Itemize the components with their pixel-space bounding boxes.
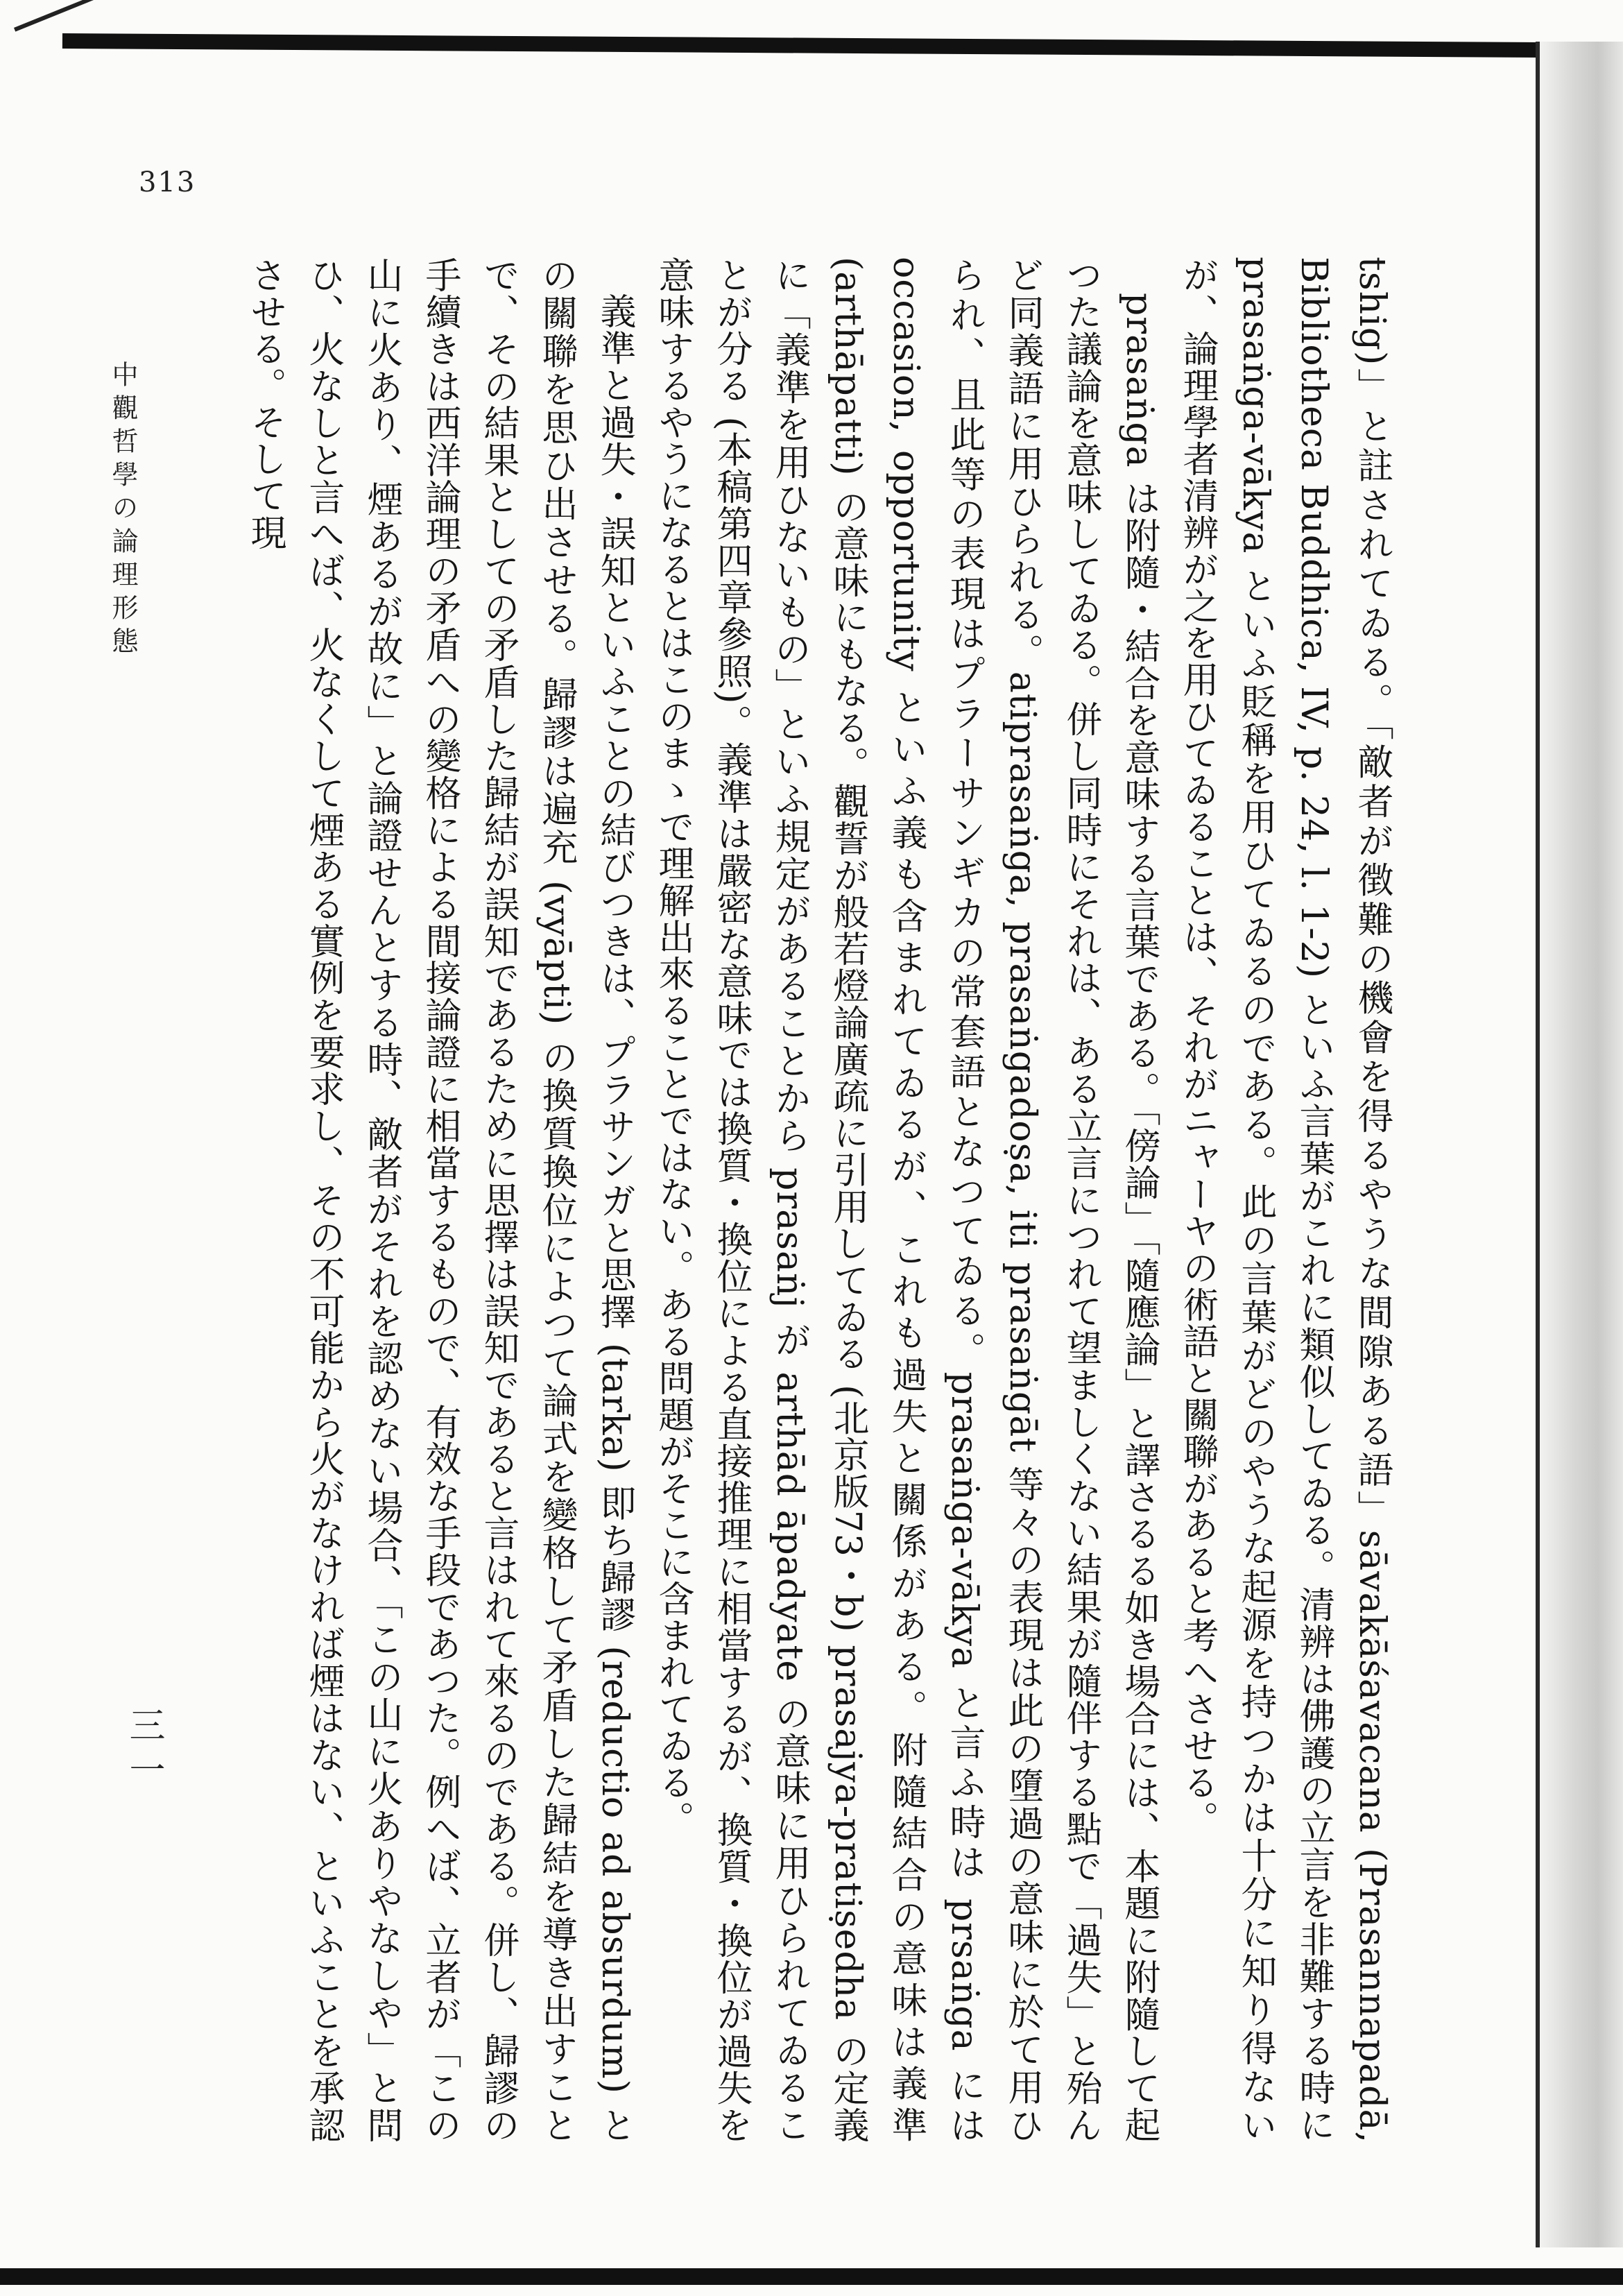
scan-top-border (62, 33, 1623, 58)
paragraph-2: prasaṅga は附隨・結合を意味する言葉である。「傍論」「隨應論」と譯さるる如き場合には、本題に附隨して起つた議論を意味してゐる。併し同時にそれは、ある立言につれて望ましくない結果が隨伴する點で「過失」と殆んど同義語に用ひられる。atiprasaṅga, prasaṅgadoṣa, iti prasaṅgāt 等々の表現は此の墮過の意味に於て用ひられ、且此等の表現はプラーサンギカの常套語となつてゐる。prasaṅga-vākya と言ふ時は prsaṅga には occasion, opportunity といふ義も含まれてゐるが、これも過失と關係がある。附隨結合の意味は義準 (arthāpatti) の意味にもなる。觀誓が般若燈論廣疏に引用してゐる (北京版73・b) prasajya-pratiṣedha の定義に「義準を用ひないもの」といふ規定があることから prasaṅj が arthād āpadyate の意味に用ひられてゐることが分る (本稿第四章參照)。義準は嚴密な意味では換質・換位による直接推理に相當するが、換質・換位が過失を意味するやうになるとはこのまゝで理解出來ることではない。ある問題がそこに含まれてゐる。 (652, 257, 1160, 2143)
scan-right-edge (1536, 42, 1623, 2247)
page-number: 313 (139, 166, 196, 198)
folio-number: 三一 (123, 1706, 164, 1795)
body-text (166, 257, 1401, 2143)
scan-bottom-border (0, 2268, 1623, 2285)
scan-corner-mark (14, 0, 105, 32)
running-title: 中觀哲學の論理形態 (108, 361, 138, 660)
paragraph-1: tshig)」と註されてゐる。「敵者が徴難の機會を得るやうな間隙ある語」sāvakāśavacana (Prasannapadā, Bibliotheca Buddhica, IV, p. 24, l. 1-2) といふ言葉がこれに類似してゐる。清辨は佛護の立言を非難する時に prasaṅga-vākya といふ貶稱を用ひてゐるのである。此の言葉がどのやうな起源を持つかは十分に知り得ないが、論理學者清辨が之を用ひてゐることは、それがニャーヤの術語と關聯があると考へさせる。 (1176, 257, 1393, 2143)
paragraph-3: 義準と過失・誤知といふことの結びつきは、プラサンガと思擇 (tarka) 即ち歸謬 (reductio ad absurdum) との關聯を思ひ出させる。歸謬は遍充 (vyāpti) の換質換位によつて論式を變格して矛盾した歸結を導き出すことで、その結果としての矛盾した歸結が誤知であるために思擇は誤知であると言はれて來るのである。併し、歸謬の手續きは西洋論理の矛盾への變格による間接論證に相當するもので、有效な手段であつた。例へば、立者が「この山に火あり、煙あるが故に」と論證せんとする時、敵者がそれを認めない場合、「この山に火ありやなしや」と問ひ、火なしと言へば、火なくして煙ある實例を要求し、その不可能から火がなければ煙はない、といふことを承認させる。そして現 (244, 257, 635, 2144)
